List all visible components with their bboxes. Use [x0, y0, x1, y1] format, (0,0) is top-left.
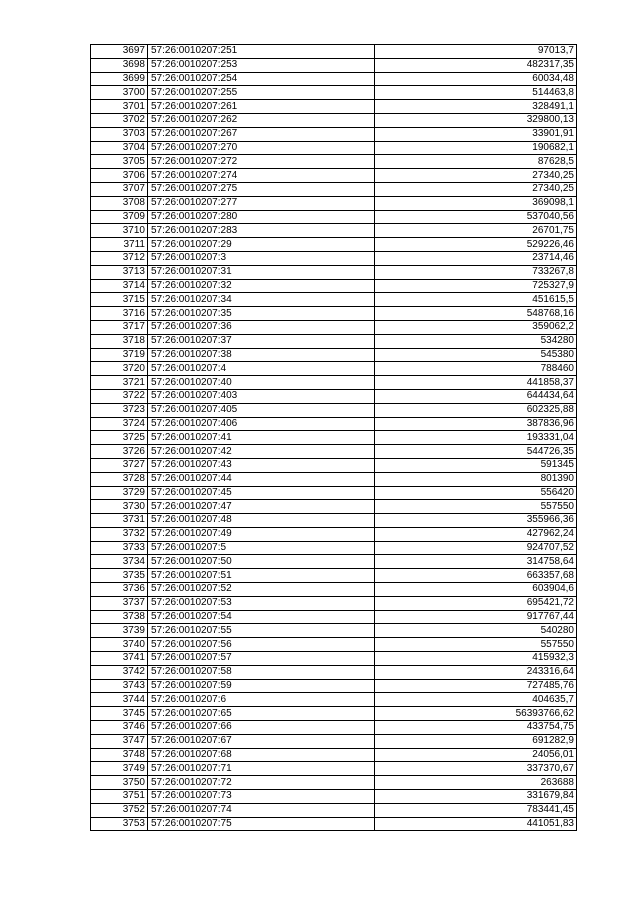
cadastral-number-cell: 57:26:0010207:35: [148, 307, 375, 321]
value-cell: 23714,46: [375, 251, 577, 265]
cadastral-number-cell: 57:26:0010207:75: [148, 817, 375, 831]
cadastral-number-cell: 57:26:0010207:43: [148, 458, 375, 472]
table-row: [91, 679, 577, 693]
table-row: [91, 721, 577, 735]
table-row: [91, 790, 577, 804]
row-number-cell: 3718: [91, 334, 148, 348]
table-row: [91, 182, 577, 196]
value-cell: 243316,64: [375, 665, 577, 679]
row-number-cell: 3748: [91, 748, 148, 762]
cadastral-number-cell: 57:26:0010207:50: [148, 555, 375, 569]
row-number-cell: 3705: [91, 155, 148, 169]
value-cell: 451615,5: [375, 293, 577, 307]
value-cell: 441051,83: [375, 817, 577, 831]
row-number-cell: 3731: [91, 514, 148, 528]
row-number-cell: 3741: [91, 652, 148, 666]
row-number-cell: 3703: [91, 127, 148, 141]
table-row: [91, 389, 577, 403]
cadastral-number-cell: 57:26:0010207:4: [148, 362, 375, 376]
row-number-cell: 3745: [91, 707, 148, 721]
table-row: [91, 803, 577, 817]
value-cell: 369098,1: [375, 196, 577, 210]
row-number-cell: 3721: [91, 376, 148, 390]
row-number-cell: 3729: [91, 486, 148, 500]
value-cell: 26701,75: [375, 224, 577, 238]
table-row: [91, 431, 577, 445]
value-cell: 603904,6: [375, 583, 577, 597]
value-cell: 263688: [375, 776, 577, 790]
value-cell: 355966,36: [375, 514, 577, 528]
row-number-cell: 3733: [91, 541, 148, 555]
cadastral-number-cell: 57:26:0010207:68: [148, 748, 375, 762]
value-cell: 193331,04: [375, 431, 577, 445]
row-number-cell: 3697: [91, 45, 148, 59]
value-cell: 87628,5: [375, 155, 577, 169]
cadastral-number-cell: 57:26:0010207:45: [148, 486, 375, 500]
row-number-cell: 3742: [91, 665, 148, 679]
cadastral-number-cell: 57:26:0010207:280: [148, 210, 375, 224]
cadastral-number-cell: 57:26:0010207:5: [148, 541, 375, 555]
row-number-cell: 3707: [91, 182, 148, 196]
table-row: [91, 776, 577, 790]
row-number-cell: 3725: [91, 431, 148, 445]
table-row: [91, 376, 577, 390]
value-cell: 331679,84: [375, 790, 577, 804]
row-number-cell: 3719: [91, 348, 148, 362]
value-cell: 691282,9: [375, 734, 577, 748]
value-cell: 727485,76: [375, 679, 577, 693]
table-row: [91, 127, 577, 141]
value-cell: 56393766,62: [375, 707, 577, 721]
table-row: [91, 169, 577, 183]
cadastral-number-cell: 57:26:0010207:261: [148, 100, 375, 114]
row-number-cell: 3711: [91, 238, 148, 252]
table-row: [91, 458, 577, 472]
value-cell: 328491,1: [375, 100, 577, 114]
value-cell: 415932,3: [375, 652, 577, 666]
value-cell: 540280: [375, 624, 577, 638]
cadastral-number-cell: 57:26:0010207:55: [148, 624, 375, 638]
table-row: [91, 307, 577, 321]
row-number-cell: 3728: [91, 472, 148, 486]
table-row: [91, 238, 577, 252]
cadastral-number-cell: 57:26:0010207:270: [148, 141, 375, 155]
row-number-cell: 3747: [91, 734, 148, 748]
value-cell: 783441,45: [375, 803, 577, 817]
row-number-cell: 3751: [91, 790, 148, 804]
row-number-cell: 3739: [91, 624, 148, 638]
value-cell: 529226,46: [375, 238, 577, 252]
value-cell: 557550: [375, 638, 577, 652]
row-number-cell: 3706: [91, 169, 148, 183]
cadastral-number-cell: 57:26:0010207:254: [148, 72, 375, 86]
table-row: [91, 541, 577, 555]
cadastral-number-cell: 57:26:0010207:44: [148, 472, 375, 486]
row-number-cell: 3727: [91, 458, 148, 472]
value-cell: 97013,7: [375, 45, 577, 59]
table-row: [91, 155, 577, 169]
row-number-cell: 3724: [91, 417, 148, 431]
row-number-cell: 3708: [91, 196, 148, 210]
value-cell: 537040,56: [375, 210, 577, 224]
table-row: [91, 472, 577, 486]
cadastral-number-cell: 57:26:0010207:31: [148, 265, 375, 279]
value-cell: 534280: [375, 334, 577, 348]
table-row: [91, 100, 577, 114]
row-number-cell: 3709: [91, 210, 148, 224]
value-cell: 433754,75: [375, 721, 577, 735]
table-row: [91, 320, 577, 334]
cadastral-number-cell: 57:26:0010207:51: [148, 569, 375, 583]
cadastral-number-cell: 57:26:0010207:53: [148, 596, 375, 610]
cadastral-number-cell: 57:26:0010207:275: [148, 182, 375, 196]
cadastral-number-cell: 57:26:0010207:57: [148, 652, 375, 666]
table-row: [91, 141, 577, 155]
cadastral-number-cell: 57:26:0010207:65: [148, 707, 375, 721]
row-number-cell: 3726: [91, 445, 148, 459]
row-number-cell: 3716: [91, 307, 148, 321]
table-row: [91, 58, 577, 72]
table-row: [91, 265, 577, 279]
value-cell: 602325,88: [375, 403, 577, 417]
cadastral-number-cell: 57:26:0010207:54: [148, 610, 375, 624]
row-number-cell: 3722: [91, 389, 148, 403]
row-number-cell: 3714: [91, 279, 148, 293]
value-cell: 60034,48: [375, 72, 577, 86]
cadastral-number-cell: 57:26:0010207:6: [148, 693, 375, 707]
table-row: [91, 652, 577, 666]
row-number-cell: 3749: [91, 762, 148, 776]
cadastral-number-cell: 57:26:0010207:272: [148, 155, 375, 169]
cadastral-number-cell: 57:26:0010207:406: [148, 417, 375, 431]
value-cell: 337370,67: [375, 762, 577, 776]
cadastral-number-cell: 57:26:0010207:251: [148, 45, 375, 59]
table-row: [91, 113, 577, 127]
row-number-cell: 3701: [91, 100, 148, 114]
table-row: [91, 693, 577, 707]
value-cell: 387836,96: [375, 417, 577, 431]
cadastral-number-cell: 57:26:0010207:403: [148, 389, 375, 403]
cadastral-number-cell: 57:26:0010207:58: [148, 665, 375, 679]
value-cell: 514463,8: [375, 86, 577, 100]
value-cell: 404635,7: [375, 693, 577, 707]
cadastral-number-cell: 57:26:0010207:52: [148, 583, 375, 597]
value-cell: 545380: [375, 348, 577, 362]
table-row: [91, 86, 577, 100]
cadastral-number-cell: 57:26:0010207:59: [148, 679, 375, 693]
value-cell: 33901,91: [375, 127, 577, 141]
table-row: [91, 583, 577, 597]
cadastral-number-cell: 57:26:0010207:253: [148, 58, 375, 72]
value-cell: 733267,8: [375, 265, 577, 279]
table-row: [91, 500, 577, 514]
value-cell: 482317,35: [375, 58, 577, 72]
cadastral-number-cell: 57:26:0010207:49: [148, 527, 375, 541]
row-number-cell: 3753: [91, 817, 148, 831]
table-row: [91, 293, 577, 307]
cadastral-number-cell: 57:26:0010207:262: [148, 113, 375, 127]
value-cell: 556420: [375, 486, 577, 500]
table-row: [91, 707, 577, 721]
table-row: [91, 196, 577, 210]
table-row: [91, 417, 577, 431]
cadastral-number-cell: 57:26:0010207:37: [148, 334, 375, 348]
table-row: [91, 624, 577, 638]
table-row: [91, 279, 577, 293]
value-cell: 924707,52: [375, 541, 577, 555]
cadastral-number-cell: 57:26:0010207:72: [148, 776, 375, 790]
table-row: [91, 596, 577, 610]
value-cell: 359062,2: [375, 320, 577, 334]
cadastral-number-cell: 57:26:0010207:255: [148, 86, 375, 100]
cadastral-number-cell: 57:26:0010207:29: [148, 238, 375, 252]
cadastral-number-cell: 57:26:0010207:267: [148, 127, 375, 141]
value-cell: 190682,1: [375, 141, 577, 155]
value-cell: 801390: [375, 472, 577, 486]
cadastral-number-cell: 57:26:0010207:48: [148, 514, 375, 528]
table-row: [91, 362, 577, 376]
row-number-cell: 3743: [91, 679, 148, 693]
row-number-cell: 3737: [91, 596, 148, 610]
value-cell: 695421,72: [375, 596, 577, 610]
cadastral-number-cell: 57:26:0010207:71: [148, 762, 375, 776]
row-number-cell: 3746: [91, 721, 148, 735]
value-cell: 427962,24: [375, 527, 577, 541]
table-row: [91, 748, 577, 762]
row-number-cell: 3730: [91, 500, 148, 514]
cadastral-number-cell: 57:26:0010207:47: [148, 500, 375, 514]
cadastral-number-cell: 57:26:0010207:3: [148, 251, 375, 265]
value-cell: 441858,37: [375, 376, 577, 390]
row-number-cell: 3740: [91, 638, 148, 652]
row-number-cell: 3734: [91, 555, 148, 569]
row-number-cell: 3710: [91, 224, 148, 238]
value-cell: 27340,25: [375, 169, 577, 183]
cadastral-number-cell: 57:26:0010207:283: [148, 224, 375, 238]
row-number-cell: 3702: [91, 113, 148, 127]
table-body: [91, 45, 577, 831]
cadastral-number-cell: 57:26:0010207:274: [148, 169, 375, 183]
value-cell: 314758,64: [375, 555, 577, 569]
value-cell: 329800,13: [375, 113, 577, 127]
row-number-cell: 3715: [91, 293, 148, 307]
table-row: [91, 224, 577, 238]
table-row: [91, 817, 577, 831]
cadastral-number-cell: 57:26:0010207:405: [148, 403, 375, 417]
value-cell: 788460: [375, 362, 577, 376]
value-cell: 917767,44: [375, 610, 577, 624]
table-row: [91, 762, 577, 776]
value-cell: 591345: [375, 458, 577, 472]
table-row: [91, 334, 577, 348]
value-cell: 725327,9: [375, 279, 577, 293]
cadastral-number-cell: 57:26:0010207:74: [148, 803, 375, 817]
table-row: [91, 251, 577, 265]
cadastral-number-cell: 57:26:0010207:38: [148, 348, 375, 362]
value-cell: 557550: [375, 500, 577, 514]
table-row: [91, 210, 577, 224]
row-number-cell: 3700: [91, 86, 148, 100]
cadastral-number-cell: 57:26:0010207:67: [148, 734, 375, 748]
cadastral-number-cell: 57:26:0010207:42: [148, 445, 375, 459]
table-row: [91, 527, 577, 541]
cadastral-number-cell: 57:26:0010207:73: [148, 790, 375, 804]
row-number-cell: 3735: [91, 569, 148, 583]
cadastral-number-cell: 57:26:0010207:36: [148, 320, 375, 334]
row-number-cell: 3752: [91, 803, 148, 817]
table-row: [91, 569, 577, 583]
value-cell: 544726,35: [375, 445, 577, 459]
table-row: [91, 348, 577, 362]
table-row: [91, 514, 577, 528]
table-row: [91, 610, 577, 624]
table-row: [91, 403, 577, 417]
cadastral-number-cell: 57:26:0010207:41: [148, 431, 375, 445]
row-number-cell: 3717: [91, 320, 148, 334]
table-row: [91, 734, 577, 748]
row-number-cell: 3723: [91, 403, 148, 417]
row-number-cell: 3744: [91, 693, 148, 707]
row-number-cell: 3712: [91, 251, 148, 265]
row-number-cell: 3732: [91, 527, 148, 541]
value-cell: 27340,25: [375, 182, 577, 196]
table-row: [91, 638, 577, 652]
table-row: [91, 72, 577, 86]
value-cell: 548768,16: [375, 307, 577, 321]
cadastral-number-cell: 57:26:0010207:32: [148, 279, 375, 293]
row-number-cell: 3720: [91, 362, 148, 376]
table-row: [91, 555, 577, 569]
table-row: [91, 665, 577, 679]
table-row: [91, 445, 577, 459]
cadastral-number-cell: 57:26:0010207:34: [148, 293, 375, 307]
cadastral-number-cell: 57:26:0010207:40: [148, 376, 375, 390]
cadastral-number-cell: 57:26:0010207:66: [148, 721, 375, 735]
row-number-cell: 3698: [91, 58, 148, 72]
row-number-cell: 3750: [91, 776, 148, 790]
row-number-cell: 3738: [91, 610, 148, 624]
row-number-cell: 3736: [91, 583, 148, 597]
cadastral-number-cell: 57:26:0010207:277: [148, 196, 375, 210]
value-cell: 644434,64: [375, 389, 577, 403]
row-number-cell: 3699: [91, 72, 148, 86]
value-cell: 663357,68: [375, 569, 577, 583]
table-row: [91, 486, 577, 500]
table-row: [91, 45, 577, 59]
row-number-cell: 3713: [91, 265, 148, 279]
cadastral-number-cell: 57:26:0010207:56: [148, 638, 375, 652]
row-number-cell: 3704: [91, 141, 148, 155]
value-cell: 24056,01: [375, 748, 577, 762]
data-table: [90, 44, 577, 831]
